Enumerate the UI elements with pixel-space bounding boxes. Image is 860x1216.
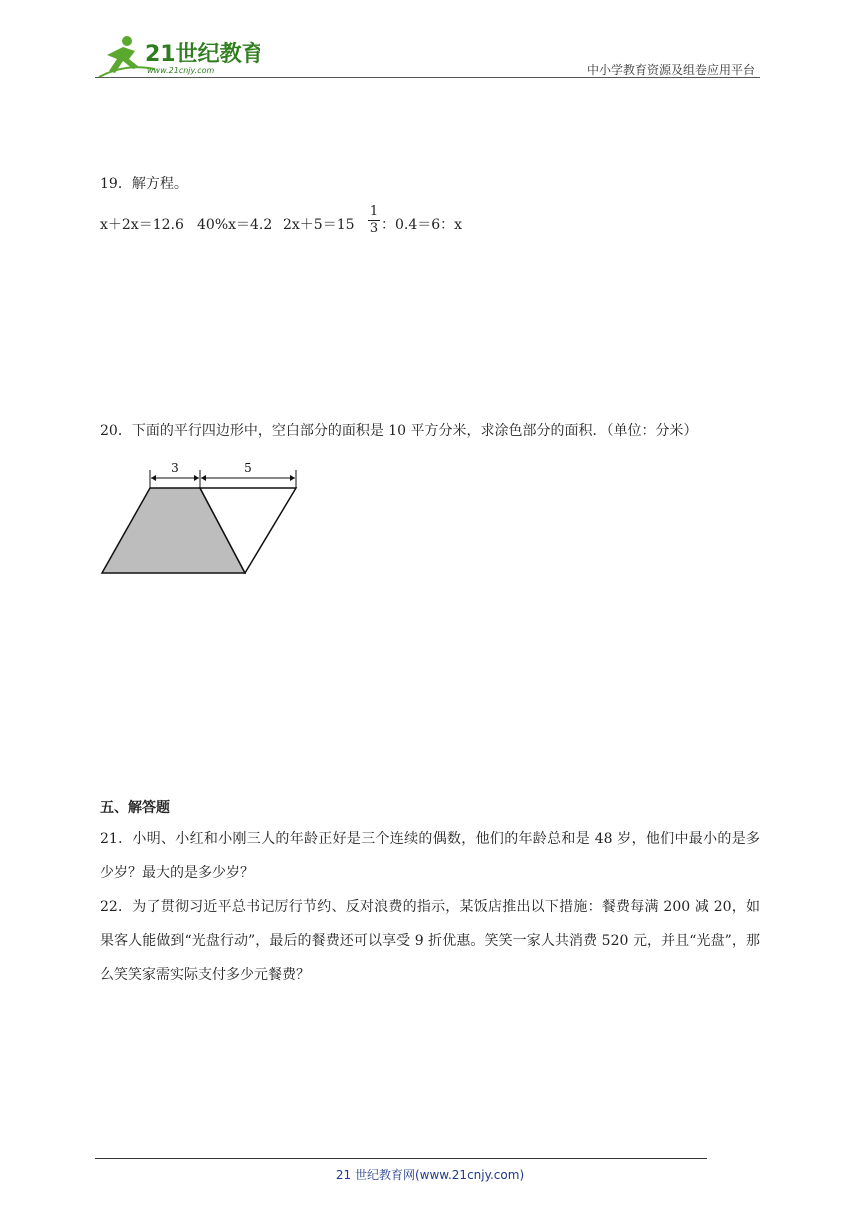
equation-3: 2x＋5＝15 — [283, 217, 355, 233]
logo-text: 21世纪教育 — [145, 42, 260, 67]
equation-2: 40%x＝4.2 — [197, 217, 273, 233]
dimension-label-left: 3 — [171, 461, 179, 475]
footer-text: 21 世纪教育网(www.21cnjy.com) — [335, 1168, 525, 1182]
fraction-denominator: 3 — [369, 221, 379, 236]
q19-title: 19．解方程。 — [100, 176, 188, 192]
dimension-label-right: 5 — [244, 461, 252, 475]
footer-divider — [95, 1158, 707, 1159]
header-divider — [95, 77, 760, 78]
section-heading: 五、解答题 — [100, 800, 170, 816]
logo-url: www.21cnjy.com — [147, 66, 215, 75]
q22-text: 22．为了贯彻习近平总书记厉行节约、反对浪费的指示，某饭店推出以下措施：餐费每满 200 减 20，如果客人能做到“光盘行动”，最后的餐费还可以享受 9 折优惠。笑笑一家人共消费 520 元，并且“光盘”，那么笑笑家需实际支付多少元餐费？ — [100, 899, 760, 983]
site-logo — [95, 33, 260, 79]
parallelogram-figure — [100, 458, 305, 580]
q20-title: 20．下面的平行四边形中，空白部分的面积是 10 平方分米，求涂色部分的面积．（单位：分米） — [100, 423, 698, 439]
q21-text: 21．小明、小红和小刚三人的年龄正好是三个连续的偶数，他们的年龄总和是 48 岁，他们中最小的是多少岁？最大的是多少岁？ — [100, 831, 760, 881]
equation-4-fraction — [368, 204, 380, 237]
header-platform-text: 中小学教育资源及组卷应用平台 — [586, 63, 755, 77]
equation-4-ratio: ：0.4＝6：x — [381, 217, 463, 233]
fraction-numerator: 1 — [369, 204, 379, 219]
equation-1: x＋2x＝12.6 — [100, 217, 184, 233]
